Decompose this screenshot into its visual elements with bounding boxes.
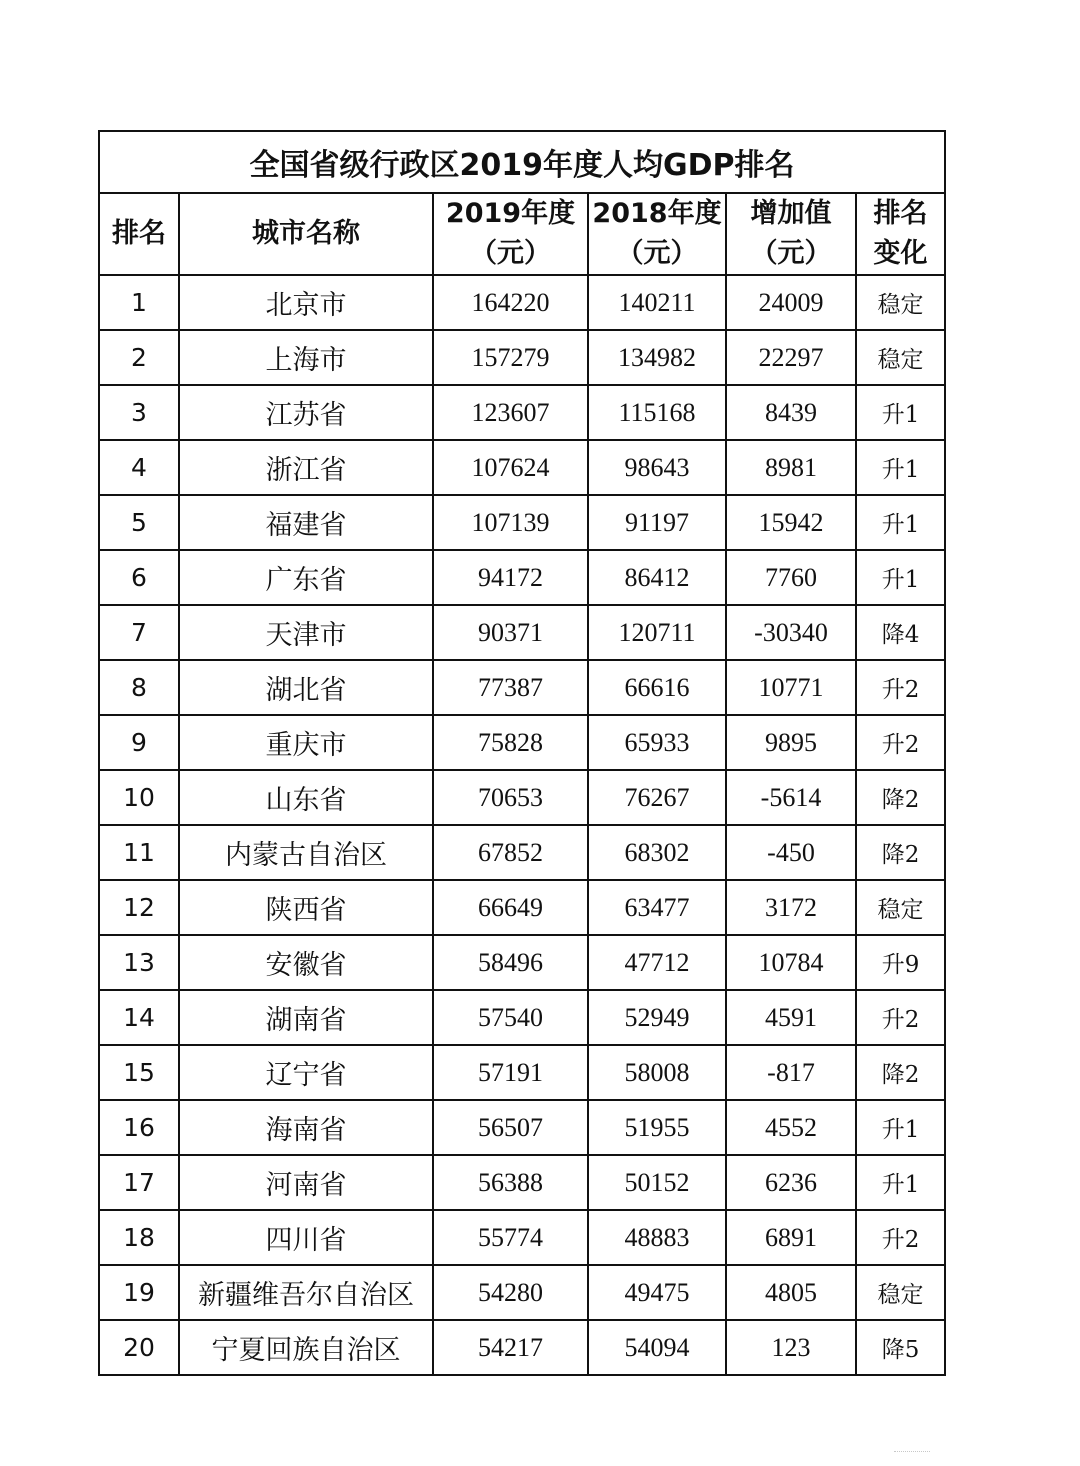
table-row (99, 880, 945, 935)
cell-rank: 10 (99, 770, 179, 825)
cell-increase: 15942 (726, 495, 856, 550)
cell-rank-change: 升9 (856, 935, 945, 990)
cell-increase: -5614 (726, 770, 856, 825)
cell-city-name: 四川省 (179, 1210, 433, 1265)
cell-city-name: 新疆维吾尔自治区 (179, 1265, 433, 1320)
cell-rank-change: 升1 (856, 385, 945, 440)
cell-city-name: 山东省 (179, 770, 433, 825)
cell-gdp-2019: 123607 (433, 385, 588, 440)
cell-city-name: 内蒙古自治区 (179, 825, 433, 880)
cell-city-name: 福建省 (179, 495, 433, 550)
header-rank-change (856, 193, 945, 275)
header-increase-unit: （元） (750, 238, 832, 269)
header-2019 (433, 193, 588, 275)
header-rank-change-line2: 变化 (873, 238, 928, 269)
cell-gdp-2018: 91197 (588, 495, 726, 550)
table-row (99, 1045, 945, 1100)
cell-rank: 6 (99, 550, 179, 605)
table-row (99, 825, 945, 880)
cell-increase: 4805 (726, 1265, 856, 1320)
cell-rank: 13 (99, 935, 179, 990)
cell-increase: 4552 (726, 1100, 856, 1155)
cell-city-name: 江苏省 (179, 385, 433, 440)
cell-rank: 9 (99, 715, 179, 770)
header-2019-year: 2019年度 (445, 198, 576, 229)
cell-increase: -817 (726, 1045, 856, 1100)
cell-rank-change: 降2 (856, 825, 945, 880)
table-row (99, 495, 945, 550)
cell-city-name: 北京市 (179, 275, 433, 330)
cell-increase: 4591 (726, 990, 856, 1045)
cell-city-name: 海南省 (179, 1100, 433, 1155)
cell-rank: 12 (99, 880, 179, 935)
cell-gdp-2018: 115168 (588, 385, 726, 440)
cell-rank: 1 (99, 275, 179, 330)
cell-city-name: 浙江省 (179, 440, 433, 495)
table-row (99, 1320, 945, 1375)
cell-increase: -450 (726, 825, 856, 880)
cell-gdp-2018: 48883 (588, 1210, 726, 1265)
cell-rank-change: 降2 (856, 770, 945, 825)
cell-gdp-2018: 63477 (588, 880, 726, 935)
cell-gdp-2019: 54217 (433, 1320, 588, 1375)
cell-rank-change: 稳定 (856, 1265, 945, 1320)
cell-rank-change: 降5 (856, 1320, 945, 1375)
table-row (99, 550, 945, 605)
table-row (99, 330, 945, 385)
cell-gdp-2018: 120711 (588, 605, 726, 660)
cell-increase: 7760 (726, 550, 856, 605)
cell-gdp-2018: 49475 (588, 1265, 726, 1320)
header-increase-label: 增加值 (750, 198, 832, 229)
cell-city-name: 湖北省 (179, 660, 433, 715)
cell-gdp-2018: 76267 (588, 770, 726, 825)
cell-rank: 17 (99, 1155, 179, 1210)
cell-increase: -30340 (726, 605, 856, 660)
cell-rank: 14 (99, 990, 179, 1045)
cell-gdp-2019: 164220 (433, 275, 588, 330)
header-increase (726, 193, 856, 275)
cell-rank-change: 升1 (856, 1155, 945, 1210)
cell-gdp-2019: 58496 (433, 935, 588, 990)
header-rank: 排名 (99, 193, 179, 275)
header-2018-year: 2018年度 (592, 198, 722, 229)
cell-gdp-2019: 107139 (433, 495, 588, 550)
cell-rank: 5 (99, 495, 179, 550)
cell-increase: 22297 (726, 330, 856, 385)
cell-city-name: 陕西省 (179, 880, 433, 935)
cell-gdp-2019: 94172 (433, 550, 588, 605)
header-2018-unit: （元） (616, 238, 698, 269)
table-body (99, 275, 945, 1375)
cell-increase: 6891 (726, 1210, 856, 1265)
cell-increase: 9895 (726, 715, 856, 770)
cell-rank-change: 升2 (856, 660, 945, 715)
cell-gdp-2019: 56388 (433, 1155, 588, 1210)
cell-gdp-2018: 134982 (588, 330, 726, 385)
cell-rank-change: 稳定 (856, 330, 945, 385)
cell-city-name: 天津市 (179, 605, 433, 660)
header-2018 (588, 193, 726, 275)
gdp-ranking-table (98, 130, 946, 1376)
cell-gdp-2018: 54094 (588, 1320, 726, 1375)
table-title-row (99, 131, 945, 193)
cell-rank-change: 升2 (856, 715, 945, 770)
cell-rank: 11 (99, 825, 179, 880)
cell-gdp-2018: 52949 (588, 990, 726, 1045)
cell-gdp-2019: 157279 (433, 330, 588, 385)
cell-rank: 7 (99, 605, 179, 660)
cell-increase: 10771 (726, 660, 856, 715)
cell-city-name: 重庆市 (179, 715, 433, 770)
table-row (99, 605, 945, 660)
table-title: 全国省级行政区2019年度人均GDP排名 (99, 131, 945, 193)
cell-gdp-2019: 55774 (433, 1210, 588, 1265)
cell-rank: 8 (99, 660, 179, 715)
table-header-row (99, 193, 945, 275)
cell-gdp-2018: 86412 (588, 550, 726, 605)
table-row (99, 1210, 945, 1265)
cell-rank: 20 (99, 1320, 179, 1375)
cell-city-name: 上海市 (179, 330, 433, 385)
table-row (99, 275, 945, 330)
cell-increase: 123 (726, 1320, 856, 1375)
cell-gdp-2018: 65933 (588, 715, 726, 770)
cell-rank-change: 稳定 (856, 880, 945, 935)
table-row (99, 660, 945, 715)
table-row (99, 385, 945, 440)
cell-rank: 19 (99, 1265, 179, 1320)
table-row (99, 1265, 945, 1320)
cell-city-name: 宁夏回族自治区 (179, 1320, 433, 1375)
cell-gdp-2019: 77387 (433, 660, 588, 715)
cell-gdp-2019: 70653 (433, 770, 588, 825)
table-row (99, 440, 945, 495)
table-row (99, 990, 945, 1045)
cell-gdp-2019: 67852 (433, 825, 588, 880)
cell-gdp-2018: 66616 (588, 660, 726, 715)
cell-rank-change: 升1 (856, 1100, 945, 1155)
table-row (99, 1100, 945, 1155)
cell-rank-change: 升2 (856, 1210, 945, 1265)
cell-rank-change: 升1 (856, 550, 945, 605)
cell-increase: 3172 (726, 880, 856, 935)
cell-gdp-2019: 57191 (433, 1045, 588, 1100)
table-row (99, 1155, 945, 1210)
cell-rank-change: 降2 (856, 1045, 945, 1100)
cell-gdp-2018: 98643 (588, 440, 726, 495)
cell-rank: 15 (99, 1045, 179, 1100)
corner-watermark-mark (894, 1451, 930, 1462)
cell-increase: 6236 (726, 1155, 856, 1210)
cell-city-name: 辽宁省 (179, 1045, 433, 1100)
cell-gdp-2018: 47712 (588, 935, 726, 990)
cell-gdp-2019: 56507 (433, 1100, 588, 1155)
cell-rank-change: 升1 (856, 495, 945, 550)
cell-gdp-2019: 90371 (433, 605, 588, 660)
table-row (99, 935, 945, 990)
cell-rank: 18 (99, 1210, 179, 1265)
table-row (99, 715, 945, 770)
header-rank-change-line1: 排名 (873, 198, 928, 229)
cell-gdp-2018: 68302 (588, 825, 726, 880)
cell-city-name: 广东省 (179, 550, 433, 605)
cell-rank: 4 (99, 440, 179, 495)
cell-rank-change: 升1 (856, 440, 945, 495)
cell-rank-change: 降4 (856, 605, 945, 660)
cell-gdp-2018: 58008 (588, 1045, 726, 1100)
cell-gdp-2018: 51955 (588, 1100, 726, 1155)
cell-gdp-2019: 107624 (433, 440, 588, 495)
ranking-table-container (98, 130, 944, 1376)
cell-increase: 8439 (726, 385, 856, 440)
cell-gdp-2019: 54280 (433, 1265, 588, 1320)
cell-gdp-2018: 140211 (588, 275, 726, 330)
cell-gdp-2018: 50152 (588, 1155, 726, 1210)
cell-city-name: 河南省 (179, 1155, 433, 1210)
cell-rank-change: 稳定 (856, 275, 945, 330)
cell-rank: 3 (99, 385, 179, 440)
table-row (99, 770, 945, 825)
cell-increase: 8981 (726, 440, 856, 495)
header-city-name: 城市名称 (179, 193, 433, 275)
cell-gdp-2019: 75828 (433, 715, 588, 770)
cell-increase: 10784 (726, 935, 856, 990)
cell-gdp-2019: 66649 (433, 880, 588, 935)
cell-gdp-2019: 57540 (433, 990, 588, 1045)
cell-city-name: 湖南省 (179, 990, 433, 1045)
header-2019-unit: （元） (470, 238, 551, 269)
cell-rank-change: 升2 (856, 990, 945, 1045)
cell-rank: 2 (99, 330, 179, 385)
cell-rank: 16 (99, 1100, 179, 1155)
cell-increase: 24009 (726, 275, 856, 330)
cell-city-name: 安徽省 (179, 935, 433, 990)
